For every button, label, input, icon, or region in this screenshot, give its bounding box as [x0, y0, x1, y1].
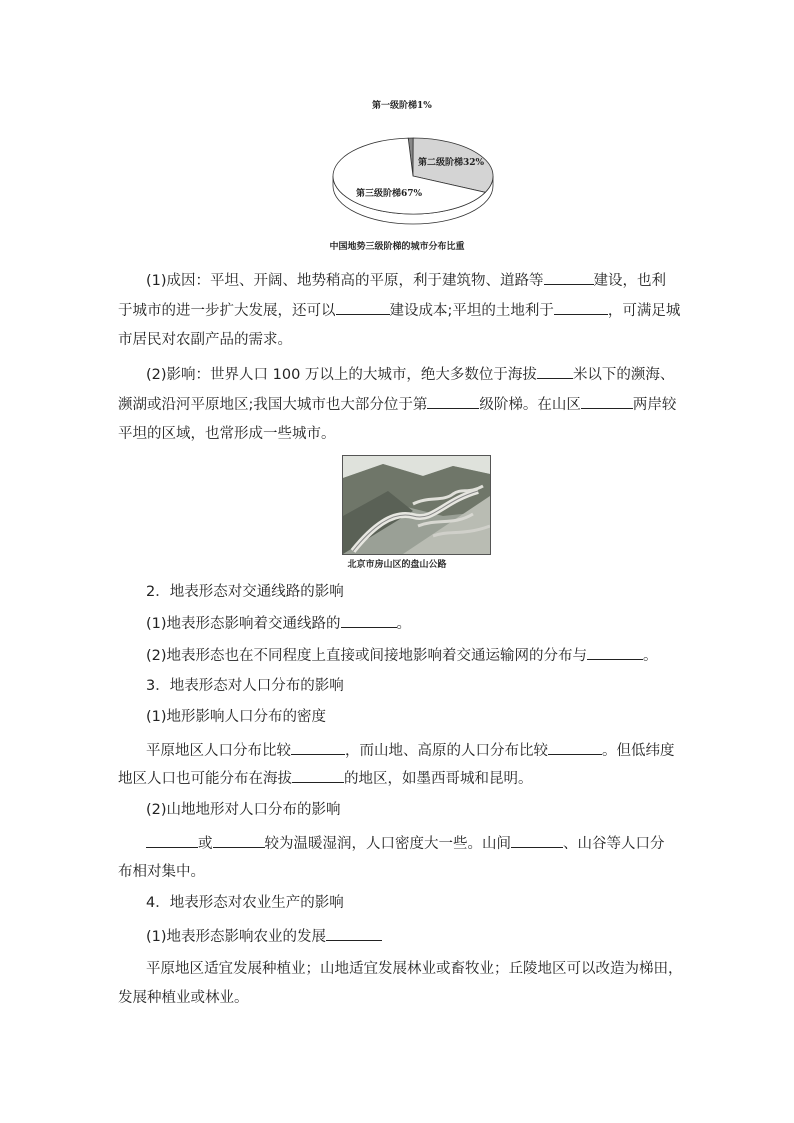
pie-label-tier1: 第一级阶梯1%: [372, 101, 432, 111]
para1-line3: 市居民对农副产品的需求。: [118, 332, 292, 348]
sec3-sub1: (1)地形影响人口分布的密度: [146, 709, 327, 725]
sec4-line1: 平原地区适宜发展种植业；山地适宜发展林业或畜牧业；丘陵地区可以改造为梯田，: [146, 961, 683, 977]
answer-blank[interactable]: [511, 833, 563, 848]
text: 。但低纬度: [602, 743, 675, 759]
pie-caption: 中国地势三级阶梯的城市分布比重: [329, 242, 465, 252]
sec3-title: 3．地表形态对人口分布的影响: [146, 678, 344, 694]
sec2-title: 2．地表形态对交通线路的影响: [146, 584, 344, 600]
text: 建设，也利: [593, 273, 667, 289]
text: ，可满足城: [607, 303, 681, 319]
sec3-line3: [146, 833, 665, 854]
text: 濒湖或沿河平原地区;我国大城市也大部分位于第: [118, 397, 428, 413]
text: 。: [396, 616, 412, 632]
answer-blank[interactable]: [537, 364, 573, 379]
sec2-line2: [146, 645, 658, 666]
para2-line3: 平坦的区域，也常形成一些城市。: [118, 426, 336, 442]
text: 或: [198, 836, 213, 852]
answer-blank[interactable]: [544, 270, 594, 285]
answer-blank[interactable]: [146, 833, 198, 848]
answer-blank[interactable]: [581, 394, 633, 409]
text: 建设成本;平坦的土地利于: [389, 303, 554, 319]
pie-chart: [300, 95, 500, 235]
pie-label-tier2: 第二级阶梯32%: [418, 158, 485, 168]
text: (2)影响：世界人口 100 万以上的大城市，绝大多数位于海拔: [146, 367, 537, 383]
text: 于城市的进一步扩大发展，还可以: [118, 303, 336, 319]
text: 。: [643, 648, 658, 664]
answer-blank[interactable]: [427, 394, 479, 409]
answer-blank[interactable]: [587, 645, 643, 660]
text: 米以下的濒海、: [572, 367, 675, 383]
text: 平原地区人口分布比较: [146, 743, 291, 759]
answer-blank[interactable]: [291, 740, 345, 755]
text: 、山谷等人口分: [563, 836, 665, 852]
text: (1)成因：平坦、开阔、地势稍高的平原，利于建筑物、道路等: [146, 273, 544, 289]
para2-line2: [118, 394, 676, 415]
sec3-line4: 布相对集中。: [118, 864, 205, 880]
mountain-road-photo: [342, 455, 491, 555]
pie-chart-figure: [300, 95, 500, 235]
text: (1)地表形态影响农业的发展: [146, 929, 327, 945]
answer-blank[interactable]: [554, 300, 608, 315]
sec4-sub1: [146, 926, 382, 947]
sec3-sub2: (2)山地地形对人口分布的影响: [146, 802, 341, 818]
text: (2)地表形态也在不同程度上直接或间接地影响着交通运输网的分布与: [146, 648, 588, 664]
text: 较为温暖湿润，人口密度大一些。山间: [264, 836, 511, 852]
answer-blank[interactable]: [292, 768, 344, 783]
para2-line1: [146, 364, 674, 385]
para1-line2: [118, 300, 680, 321]
para1-line1: [146, 270, 666, 291]
sec4-line2: 发展种植业或林业。: [118, 990, 249, 1006]
answer-blank[interactable]: [336, 300, 390, 315]
text: 两岸较: [632, 397, 677, 413]
sec3-line1: [146, 740, 675, 761]
answer-blank[interactable]: [213, 833, 265, 848]
answer-blank[interactable]: [341, 613, 397, 628]
text: 级阶梯。在山区: [479, 397, 581, 413]
sec2-line1: [146, 613, 411, 634]
photo-caption: 北京市房山区的盘山公路: [347, 560, 447, 570]
text: ，而山地、高原的人口分布比较: [345, 743, 548, 759]
sec3-line2: [118, 768, 533, 789]
text: 地区人口也可能分布在海拔: [118, 771, 292, 787]
answer-blank[interactable]: [326, 926, 382, 941]
text: (1)地表形态影响着交通线路的: [146, 616, 341, 632]
pie-label-tier3: 第三级阶梯67%: [356, 189, 423, 199]
sec4-title: 4．地表形态对农业生产的影响: [146, 895, 344, 911]
text: 的地区，如墨西哥城和昆明。: [344, 771, 533, 787]
answer-blank[interactable]: [548, 740, 602, 755]
